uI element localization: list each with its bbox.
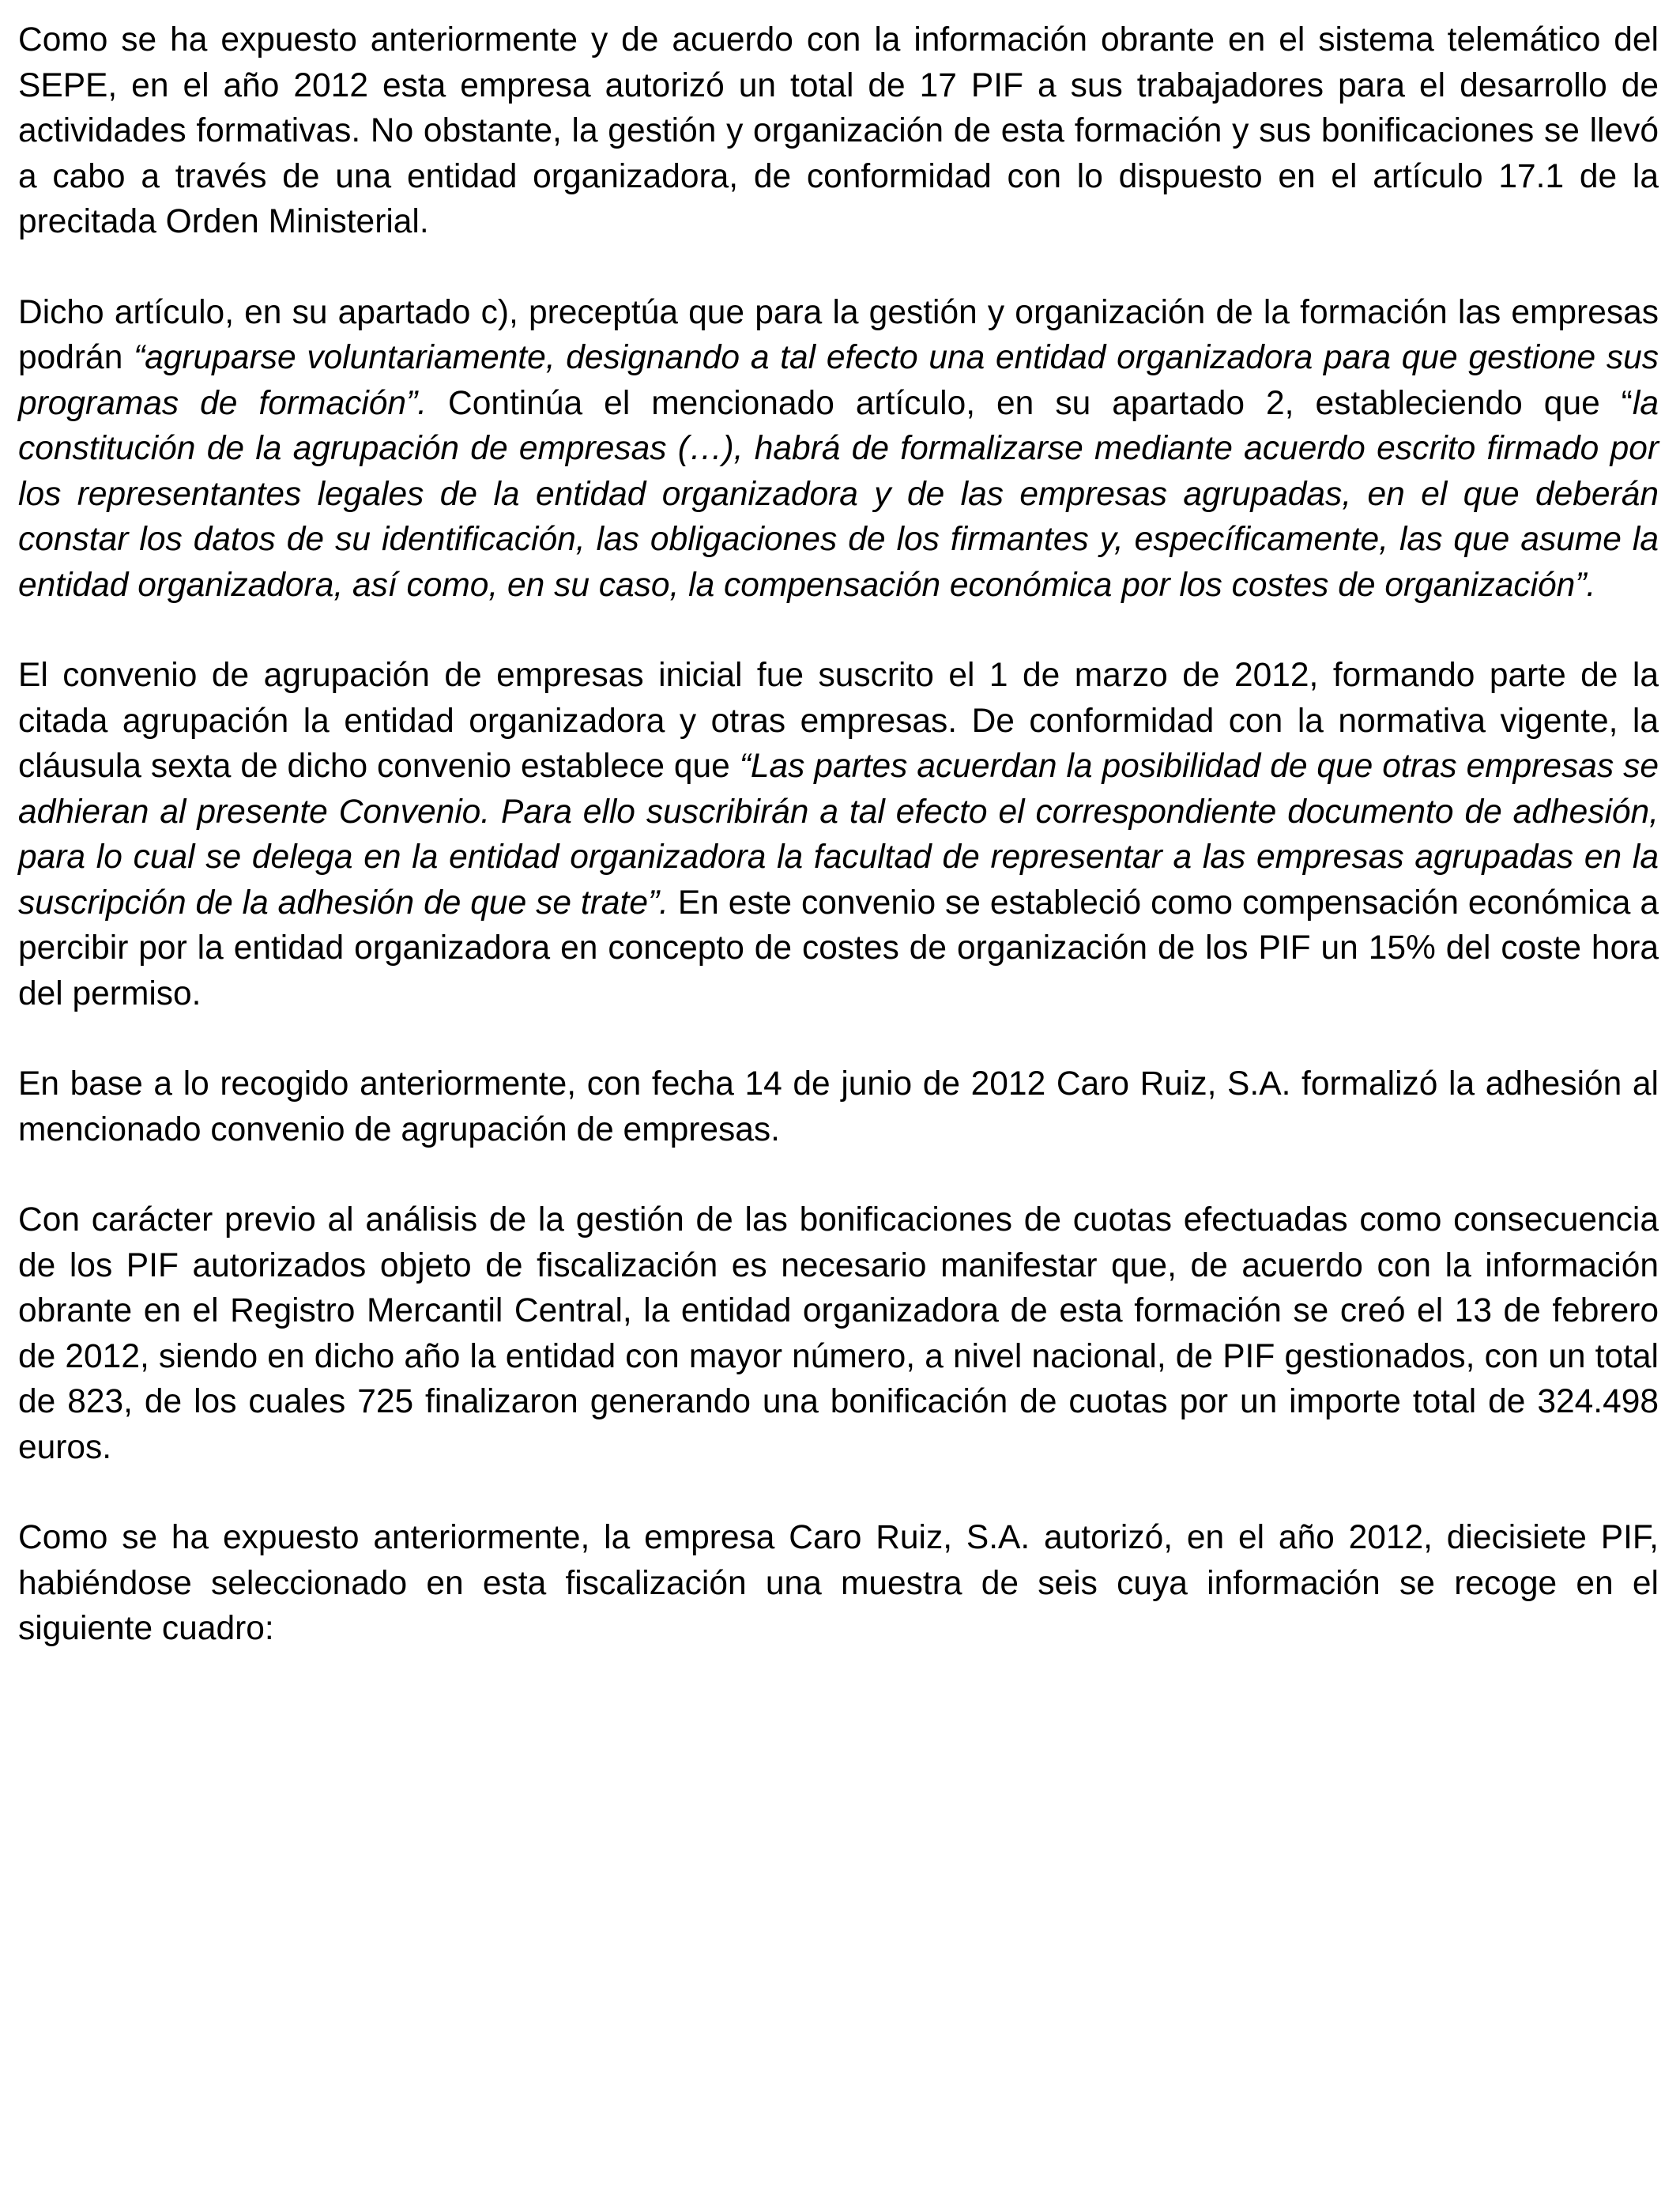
paragraph-5-text: Con carácter previo al análisis de la gestión de las bonificaciones de cuotas efectuadas como consecuencia de los PIF autorizados objeto de fiscalización es necesario manifestar que, de acuerdo con la información obrante en el Registro Mercantil Central, la entidad organizadora de esta formación se creó el 13 de febrero de 2012, siendo en dicho año la entidad con mayor número, a nivel nacional, de PIF gestionados, con un total de 823, de los cuales 725 finalizaron generando una bonificación de cuotas por un importe total de 324.498 euros. bbox=[18, 1201, 1659, 1466]
paragraph-6-text: Como se ha expuesto anteriormente, la empresa Caro Ruiz, S.A. autorizó, en el año 2012, diecisiete PIF, habiéndose seleccionado en esta fiscalización una muestra de seis cuya información se recoge en el siguiente cuadro: bbox=[18, 1519, 1659, 1647]
paragraph-5 bbox=[18, 1197, 1659, 1470]
paragraph-3 bbox=[18, 653, 1659, 1016]
paragraph-1-text: Como se ha expuesto anteriormente y de acuerdo con la información obrante en el sistema telemático del SEPE, en el año 2012 esta empresa autorizó un total de 17 PIF a sus trabajadores para el desarrollo de actividades formativas. No obstante, la gestión y organización de esta formación y sus bonificaciones se llevó a cabo a través de una entidad organizadora, de conformidad con lo dispuesto en el artículo 17.1 de la precitada Orden Ministerial. bbox=[18, 21, 1659, 240]
paragraph-2-quote-b: la constitución de la agrupación de empresas (…), habrá de formalizarse mediante acuerdo escrito firmado por los representantes legales de la entidad organizadora y de las empresas agrupadas, en el que deberán constar los datos de su identificación, las obligaciones de los firmantes y, específicamente, las que asume la entidad organizadora, así como, en su caso, la compensación económica por los costes de organización”. bbox=[18, 384, 1659, 604]
paragraph-3-text-b: En este convenio se estableció como compensación económica a percibir por la entidad organizadora en concepto de costes de organización de los PIF un 15% del coste hora del permiso. bbox=[18, 884, 1659, 1012]
paragraph-3-quote: “Las partes acuerdan la posibilidad de que otras empresas se adhieran al presente Convenio. Para ello suscribirán a tal efecto el correspondiente documento de adhesión, para lo cual se delega en la entidad organizadora la facultad de representar a las empresas agrupadas en la suscripción de la adhesión de que se trate”. bbox=[18, 748, 1659, 922]
paragraph-4-text: En base a lo recogido anteriormente, con fecha 14 de junio de 2012 Caro Ruiz, S.A. formalizó la adhesión al mencionado convenio de agrupación de empresas. bbox=[18, 1065, 1659, 1148]
paragraph-6 bbox=[18, 1515, 1659, 1652]
paragraph-2-text-b: Continúa el mencionado artículo, en su apartado 2, estableciendo que “ bbox=[427, 384, 1633, 422]
paragraph-2-text-a: Dicho artículo, en su apartado c), preceptúa que para la gestión y organización de la formación las empresas podrán bbox=[18, 293, 1659, 376]
paragraph-3-text-a: El convenio de agrupación de empresas inicial fue suscrito el 1 de marzo de 2012, formando parte de la citada agrupación la entidad organizadora y otras empresas. De conformidad con la normativa vigente, la cláusula sexta de dicho convenio establece que bbox=[18, 657, 1659, 785]
paragraph-4 bbox=[18, 1061, 1659, 1152]
paragraph-2 bbox=[18, 290, 1659, 609]
paragraph-1 bbox=[18, 17, 1659, 245]
paragraph-2-quote-a: “agruparse voluntariamente, designando a tal efecto una entidad organizadora para que gestione sus programas de formación”. bbox=[18, 339, 1659, 422]
document-page bbox=[18, 17, 1659, 1697]
